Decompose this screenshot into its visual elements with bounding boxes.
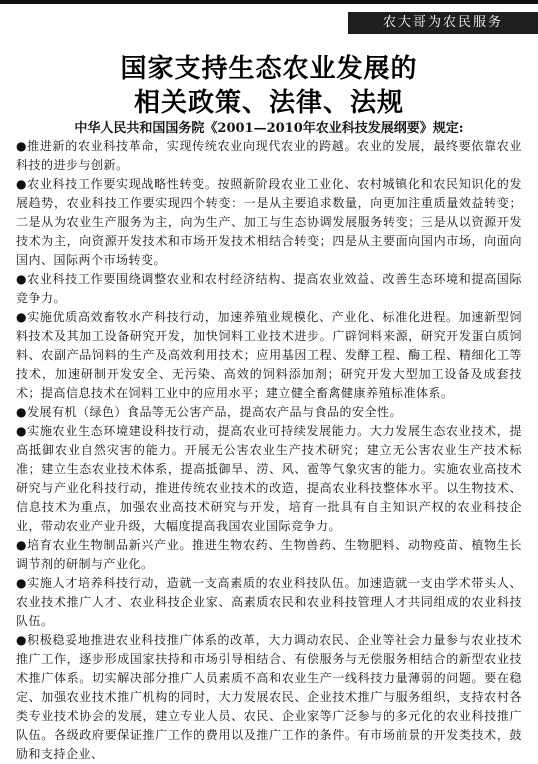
paragraph	[16, 270, 522, 308]
article-title-line1: 国家支持生态农业发展的	[120, 54, 418, 84]
bullet-icon: ●	[16, 633, 28, 647]
paragraph-text: 积极稳妥地推进农业科技推广体系的改革，大力调动农民、企业等社会力量参与农业技术推广工作，逐步形成国家扶持和市场引导相结合、有偿服务与无偿服务相结合的新型农业技术推广体系。切实解决部分推广人员素质不高和农业生产一线科技力量薄弱的问题。要在稳定、加强农业技术推广机构的同时，大力发展农民、企业技术推广与服务组织，支持农村各类专业技术协会的发展，建立专业人员、农民、企业家等广泛参与的多元化的农业科技推广队伍。各级政府要保证推广工作的费用以及推广工作的条件。有市场前景的开发类技术，鼓励和支持企业、	[16, 633, 522, 761]
bullet-icon: ●	[16, 405, 27, 419]
header-rule	[0, 0, 538, 4]
paragraph-text: 农业科技工作要实现战略性转变。按照新阶段农业工业化、农村城镇化和农民知识化的发展趋势，农业科技工作要实现四个转变：一是从主要追求数量，向更加注重质量效益转变；二是从为农业生产服务为主，向为生产、加工与生态协调发展服务转变；三是从以资源开发技术为主，向资源开发技术和市场开发技术相结合转变；四是从主要面向国内市场，向面向国内、国际两个市场转变。	[16, 177, 522, 267]
article-body	[16, 137, 522, 764]
paragraph	[16, 631, 522, 764]
bullet-icon: ●	[16, 576, 28, 590]
paragraph-text: 推进新的农业科技革命，实现传统农业向现代农业的跨越。农业的发展，最终要依靠农业科技的进步与创新。	[16, 139, 522, 172]
article-title-line2: 相关政策、法律、法规	[133, 88, 404, 118]
paragraph-text: 发展有机（绿色）食品等无公害产品，提高农产品与食品的安全性。	[26, 405, 402, 419]
paragraph	[16, 308, 522, 403]
bullet-icon: ●	[16, 139, 28, 153]
bullet-icon: ●	[16, 310, 28, 324]
paragraph-text: 实施人才培养科技行动，造就一支高素质的农业科技队伍。加速造就一支由学术带头人、农业技术推广人才、农业科技企业家、高素质农民和农业科技管理人才共同组成的农业科技队伍。	[16, 576, 522, 628]
paragraph	[16, 175, 522, 270]
paragraph	[16, 536, 522, 574]
section-tag: 农大哥为农民服务	[348, 12, 538, 34]
source-statement: 中华人民共和国国务院《2001—2010年农业科技发展纲要》规定:	[74, 121, 464, 136]
paragraph-text: 实施农业生态环境建设科技行动，提高农业可持续发展能力。大力发展生态农业技术，提高抵御农业自然灾害的能力。开展无公害农业生产技术研究；建立无公害农业生产技术标准；建立生态农业技术体系，提高抵御旱、涝、风、雹等气象灾害的能力。实施农业高技术研究与产业化科技行动，推进传统农业技术的改造，提高农业科技整体水平。以生物技术、信息技术为重点，加强农业高技术研究与开发，培育一批具有自主知识产权的农业科技企业，带动农业产业升级，大幅度提高我国农业国际竞争力。	[16, 424, 522, 533]
paragraph-text: 实施优质高效畜牧水产科技行动，加速养殖业规模化、产业化、标准化进程。加速新型饲料技术及其加工设备研究开发，加快饲料工业技术进步。广辟饲料来源，研究开发蛋白质饲料、农副产品饲料的生产及高效利用技术；应用基因工程、发酵工程、酶工程、精细化工等技术，加速研制开发安全、无污染、高效的饲料添加剂；研究开发大型加工设备及成套技术；提高信息技术在饲料工业中的应用水平；建立健全畜禽健康养殖标准体系。	[16, 310, 522, 400]
paragraph	[16, 422, 522, 536]
bullet-icon: ●	[16, 424, 28, 438]
bullet-icon: ●	[16, 177, 28, 191]
bullet-icon: ●	[16, 272, 28, 286]
paragraph	[16, 137, 522, 175]
paragraph-text: 农业科技工作要围绕调整农业和农村经济结构、提高农业效益、改善生态环境和提高国际竞争力。	[16, 272, 522, 305]
bullet-icon: ●	[16, 538, 28, 552]
paragraph-text: 培育农业生物制品新兴产业。推进生物农药、生物兽药、生物肥料、动物疫苗、植物生长调节剂的研制与产业化。	[16, 538, 522, 571]
paragraph	[16, 403, 522, 422]
paragraph	[16, 574, 522, 631]
